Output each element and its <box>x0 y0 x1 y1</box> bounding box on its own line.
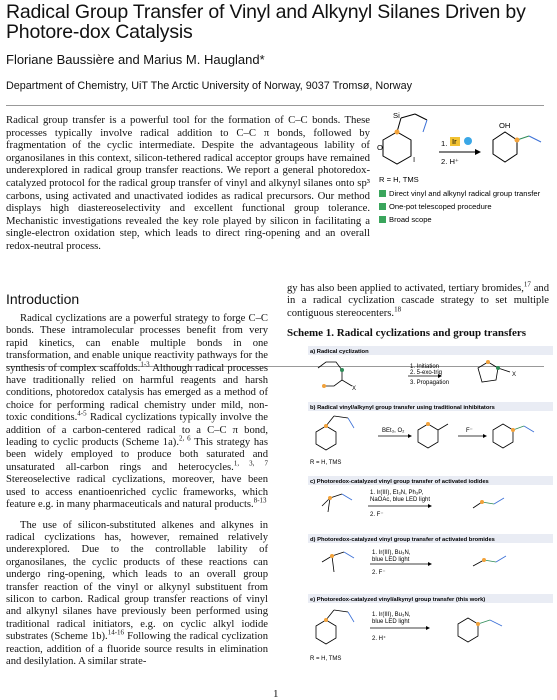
toc-step2: 2. H⁺ <box>441 157 459 166</box>
scheme-figure <box>308 346 553 686</box>
check-icon <box>379 216 386 223</box>
scheme-d-title: d) Photoredox-catalyzed vinyl group transfer of activated bromides <box>310 537 495 543</box>
column-right-text: gy has also been applied to activated, tertiary bromides,$^{17}$ and in a radical cyclization cascade strategy to set multiple contiguous stereocenters.$^{18}$ <box>287 280 549 319</box>
abstract: Radical group transfer is a powerful tool for the formation of C–C bonds. These processes typically involve radical addition to C–C π bonds, followed by fragmentation of the cyclic intermediate. Despite the advantageous lability of organosilanes in this context, silicon-tethered radical acceptor groups have remained underexplored in radical group transfer reactions. We report a general photoredox-catalyzed protocol for the radical group transfer of vinyl and alkynyl silanes onto sp³ carbons, using activated and unactivated iodides as radical precursors. Our method displays high diastereoselectivity and excellent functional group tolerance. Mechanistic investigations revealed the key role played by silicon in facilitating a single-electron oxidation step, which leads to direct ring-opening and an overall redox-neutral process. <box>6 114 370 252</box>
svg-text:BEt₃, O₂: BEt₃, O₂ <box>382 428 405 434</box>
svg-text:2. H⁺: 2. H⁺ <box>372 636 387 642</box>
toc-bullet-2: One-pot telescoped procedure <box>389 202 492 211</box>
authors: Floriane Baussière and Marius M. Haugland* <box>6 52 265 67</box>
svg-text:2. F⁻: 2. F⁻ <box>370 512 384 518</box>
svg-text:F⁻: F⁻ <box>466 428 473 434</box>
paragraph-1: Radical cyclizations are a powerful strategy to forge C–C bonds. These intramolecular processes benefit from very rapid kinetics, can enable multiple bonds in one transformation, and enable unique reactivity pathways for the synthesis of complex scaffolds.$^{1-3}$ Although radical processes have traditionally relied on harmful reagents and harsh conditions, photoredox catalysis has emerged as a method of choice for performing radical chemistry under mild, non-toxic conditions.$^{4-5}$ Radical cyclizations typically involve the addition of a carbon-centered radical to a C–C π bond, leading to cyclic products (Scheme 1a).$^{2, 6}$ This strategy has been widely employed to produce both saturated and unsaturated all-carbon rings and heterocycles.$^{1, 3, 7}$ Stereoselective radical cyclizations, moreover, have been used to access enantioenriched cyclic frameworks, which feature e.g. in many pharmaceuticals and natural products.$^{8-13}$ <box>6 313 268 511</box>
toc-bullet-1: Direct vinyl and alkynyl radical group transfer <box>389 189 541 198</box>
toc-r-def: R = H, TMS <box>379 175 419 184</box>
affiliation: Department of Chemistry, UiT The Arctic University of Norway, 9037 Tromsø, Norway <box>6 80 412 92</box>
toc-light-icon <box>464 137 472 145</box>
toc-ir-label: Ir <box>452 137 457 146</box>
section-title: Introduction <box>6 291 80 307</box>
svg-text:1. Initiation: 1. Initiation <box>410 364 440 370</box>
check-icon <box>379 203 386 210</box>
toc-bullet-3: Broad scope <box>389 215 432 224</box>
svg-text:1. Ir(III), Et₃N, Ph₃P,: 1. Ir(III), Et₃N, Ph₃P, <box>370 490 424 496</box>
toc-reactant <box>383 114 427 164</box>
svg-text:2. 5-exo-trig: 2. 5-exo-trig <box>410 370 443 376</box>
check-icon <box>379 190 386 197</box>
scheme-b-structures <box>316 416 534 450</box>
svg-text:2. F⁻: 2. F⁻ <box>372 570 386 576</box>
toc-orange-dot <box>395 130 400 135</box>
scheme-e-title: e) Photoredox-catalyzed vinyl/alkynyl group transfer (this work) <box>310 597 486 603</box>
paragraph-2: The use of silicon-substituted alkenes and alkynes in radical cyclizations has, however, remained relatively underexplored. Due to the controllable lability of organosilanes, the cyclic products of these reactions can undergo ring-opening, which leads to an overall group transfer reaction of the vinyl or alkynyl substituent from silicon to carbon. Radical group transfer reactions of vinyl and alkynyl silanes have previously been performed using traditional radical initiators, e.g. on cyclic alkyl iodide substrates (Scheme 1b).$^{14-16}$ Following the radical cyclization reaction, addition of a fluoride source results in elimination and desilylation. A similar strate- <box>6 519 268 667</box>
svg-text:R = H, TMS: R = H, TMS <box>310 656 342 662</box>
page-number: 1 <box>273 688 279 700</box>
svg-text:blue LED light: blue LED light <box>372 619 410 625</box>
svg-text:OH: OH <box>499 121 511 130</box>
svg-text:X: X <box>352 386 357 392</box>
svg-text:blue LED light: blue LED light <box>372 557 410 563</box>
scheme-c-title: c) Photoredox-catalyzed vinyl group transfer of activated iodides <box>310 479 489 485</box>
svg-text:I: I <box>413 155 416 164</box>
scheme-title: Scheme 1. Radical cyclizations and group transfers <box>287 327 527 339</box>
svg-text:X: X <box>512 372 517 378</box>
scheme-a-title: a) Radical cyclization <box>310 349 369 355</box>
svg-text:O: O <box>377 143 383 152</box>
svg-text:1. Ir(III), Bu₃N,: 1. Ir(III), Bu₃N, <box>372 550 411 556</box>
scheme-b-title: b) Radical vinyl/alkynyl group transfer using traditional inhibitators <box>310 405 495 411</box>
svg-text:R = H, TMS: R = H, TMS <box>310 460 342 466</box>
scheme-d-structures <box>322 552 506 572</box>
svg-text:Si: Si <box>393 111 400 120</box>
paper-title: Radical Group Transfer of Vinyl and Alkynyl Silanes Driven by Photore-dox Catalysis <box>6 1 526 43</box>
column-left <box>6 313 268 676</box>
svg-text:3. Propagation: 3. Propagation <box>410 380 450 386</box>
svg-text:1. Ir(III), Bu₃N,: 1. Ir(III), Bu₃N, <box>372 612 411 618</box>
toc-product <box>493 132 541 162</box>
svg-text:NaOAc, blue LED light: NaOAc, blue LED light <box>370 497 431 503</box>
toc-step1: 1. <box>441 139 448 148</box>
